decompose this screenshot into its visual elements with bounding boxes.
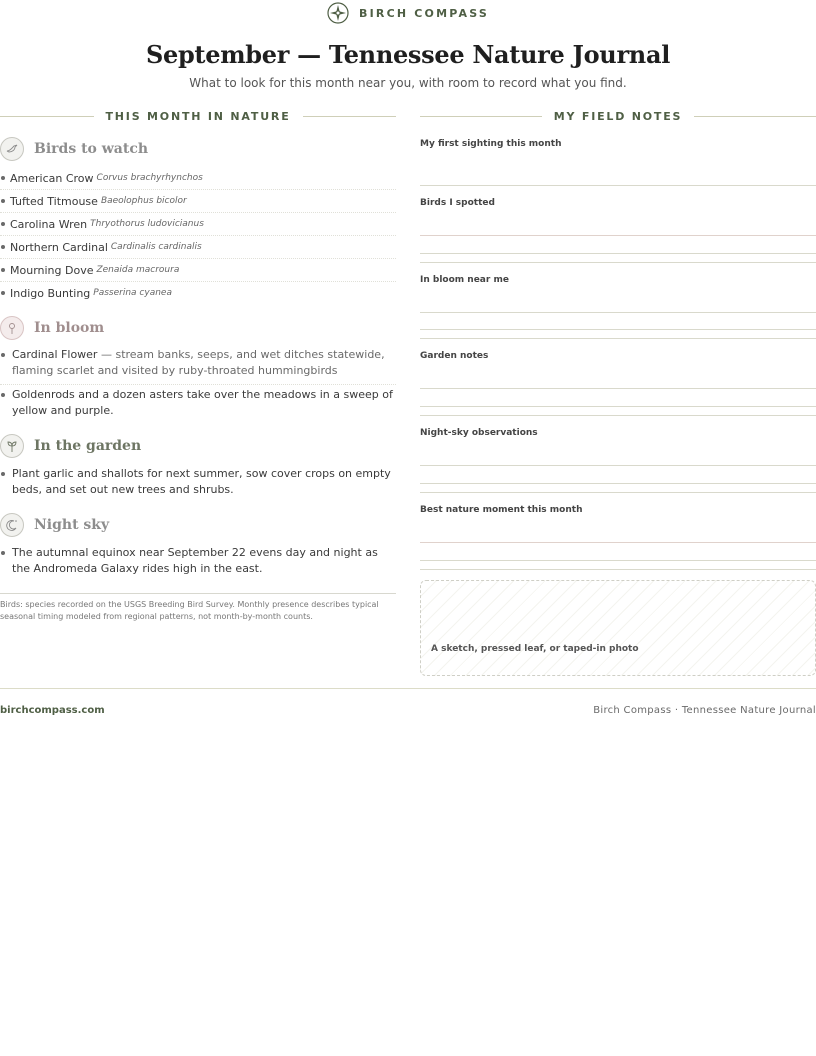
list-item — [0, 545, 396, 577]
list-item — [0, 347, 396, 379]
writing-line[interactable] — [420, 406, 816, 407]
footnote: Birds: species recorded on the USGS Breeding Bird Survey. Monthly presence describes typical seasonal timing modeled from regional patterns, not month-by-month counts. — [0, 593, 396, 623]
bird-list — [0, 167, 396, 304]
bird-latin-name: Corvus brachyrhynchos — [96, 173, 203, 183]
flower-icon — [0, 316, 24, 340]
night-sky-item-text: The autumnal equinox near September 22 evens day and night as the Andromeda Galaxy rides high in the east. — [12, 546, 378, 575]
birds-section-heading — [0, 137, 396, 161]
list-item — [0, 259, 396, 282]
footer-divider — [0, 688, 816, 689]
night-sky-section-heading — [0, 513, 396, 537]
sketch-label: A sketch, pressed leaf, or taped-in photo — [431, 644, 639, 654]
moon-stars-icon — [0, 513, 24, 537]
right-column-heading: MY FIELD NOTES — [420, 110, 816, 123]
writing-line[interactable] — [420, 253, 816, 254]
garden-item-text: Plant garlic and shallots for next summer, sow cover crops on empty beds, and set out new trees and shrubs. — [12, 467, 391, 496]
writing-line[interactable] — [420, 569, 816, 570]
bird-latin-name: Passerina cyanea — [93, 288, 172, 298]
garden-section-heading — [0, 434, 396, 458]
night-sky-section-title: Night sky — [34, 517, 110, 533]
bird-latin-name: Baeolophus bicolor — [100, 196, 187, 206]
bird-common-name: Mourning Dove — [10, 263, 94, 277]
bird-icon — [0, 137, 24, 161]
compass-icon — [327, 2, 349, 24]
field-label-in-bloom: In bloom near me — [420, 275, 509, 285]
writing-line[interactable] — [420, 415, 816, 416]
bloom-item-text: Goldenrods and a dozen asters take over the meadows in a sweep of yellow and purple. — [12, 388, 393, 417]
list-item — [0, 282, 396, 304]
list-item — [0, 213, 396, 236]
field-label-garden-notes: Garden notes — [420, 351, 489, 361]
bird-latin-name: Cardinalis cardinalis — [110, 242, 202, 252]
sprout-icon — [0, 434, 24, 458]
footer-credit: Birch Compass · Tennessee Nature Journal — [593, 705, 816, 716]
garden-section-title: In the garden — [34, 438, 142, 454]
bird-common-name: Indigo Bunting — [10, 286, 91, 300]
birds-section-title: Birds to watch — [34, 141, 149, 157]
divider — [0, 384, 396, 386]
page-title: September — Tennessee Nature Journal — [145, 40, 671, 69]
writing-line[interactable] — [420, 560, 816, 561]
list-item — [0, 387, 396, 419]
writing-line[interactable] — [420, 312, 816, 313]
page-subtitle: What to look for this month near you, with room to record what you find. — [189, 76, 627, 90]
writing-line[interactable] — [420, 338, 816, 339]
bloom-section-heading — [0, 316, 396, 340]
bloom-item-detail: — stream banks, seeps, and wet ditches statewide, flaming scarlet and visited by ruby-throated hummingbirds — [12, 348, 385, 377]
bird-common-name: Northern Cardinal — [10, 240, 108, 254]
bird-latin-name: Thryothorus ludovicianus — [90, 219, 204, 229]
field-label-birds-spotted: Birds I spotted — [420, 198, 495, 208]
bird-common-name: Tufted Titmouse — [10, 194, 98, 208]
footer-website: birchcompass.com — [0, 705, 105, 716]
bloom-item-name: Cardinal Flower — [12, 348, 98, 361]
brand-name: BIRCH COMPASS — [359, 6, 489, 20]
writing-line[interactable] — [420, 262, 816, 263]
list-item — [0, 236, 396, 259]
bird-latin-name: Zenaida macroura — [96, 265, 180, 275]
list-item — [0, 466, 396, 498]
writing-line[interactable] — [420, 492, 816, 493]
writing-line[interactable] — [420, 185, 816, 186]
bird-common-name: Carolina Wren — [10, 217, 88, 231]
field-label-night-sky: Night-sky observations — [420, 428, 538, 438]
writing-line[interactable] — [420, 465, 816, 466]
writing-line[interactable] — [420, 329, 816, 330]
writing-line[interactable] — [420, 542, 816, 543]
bloom-section-title: In bloom — [34, 320, 105, 336]
field-label-first-sighting: My first sighting this month — [420, 139, 562, 149]
bird-common-name: American Crow — [10, 171, 94, 185]
sketch-box[interactable] — [420, 580, 816, 676]
writing-line[interactable] — [420, 388, 816, 389]
writing-line[interactable] — [420, 483, 816, 484]
field-label-best-moment: Best nature moment this month — [420, 505, 583, 515]
left-column-heading: THIS MONTH IN NATURE — [0, 110, 396, 123]
list-item — [0, 190, 396, 213]
writing-line[interactable] — [420, 235, 816, 236]
brand — [0, 2, 816, 24]
list-item — [0, 167, 396, 190]
